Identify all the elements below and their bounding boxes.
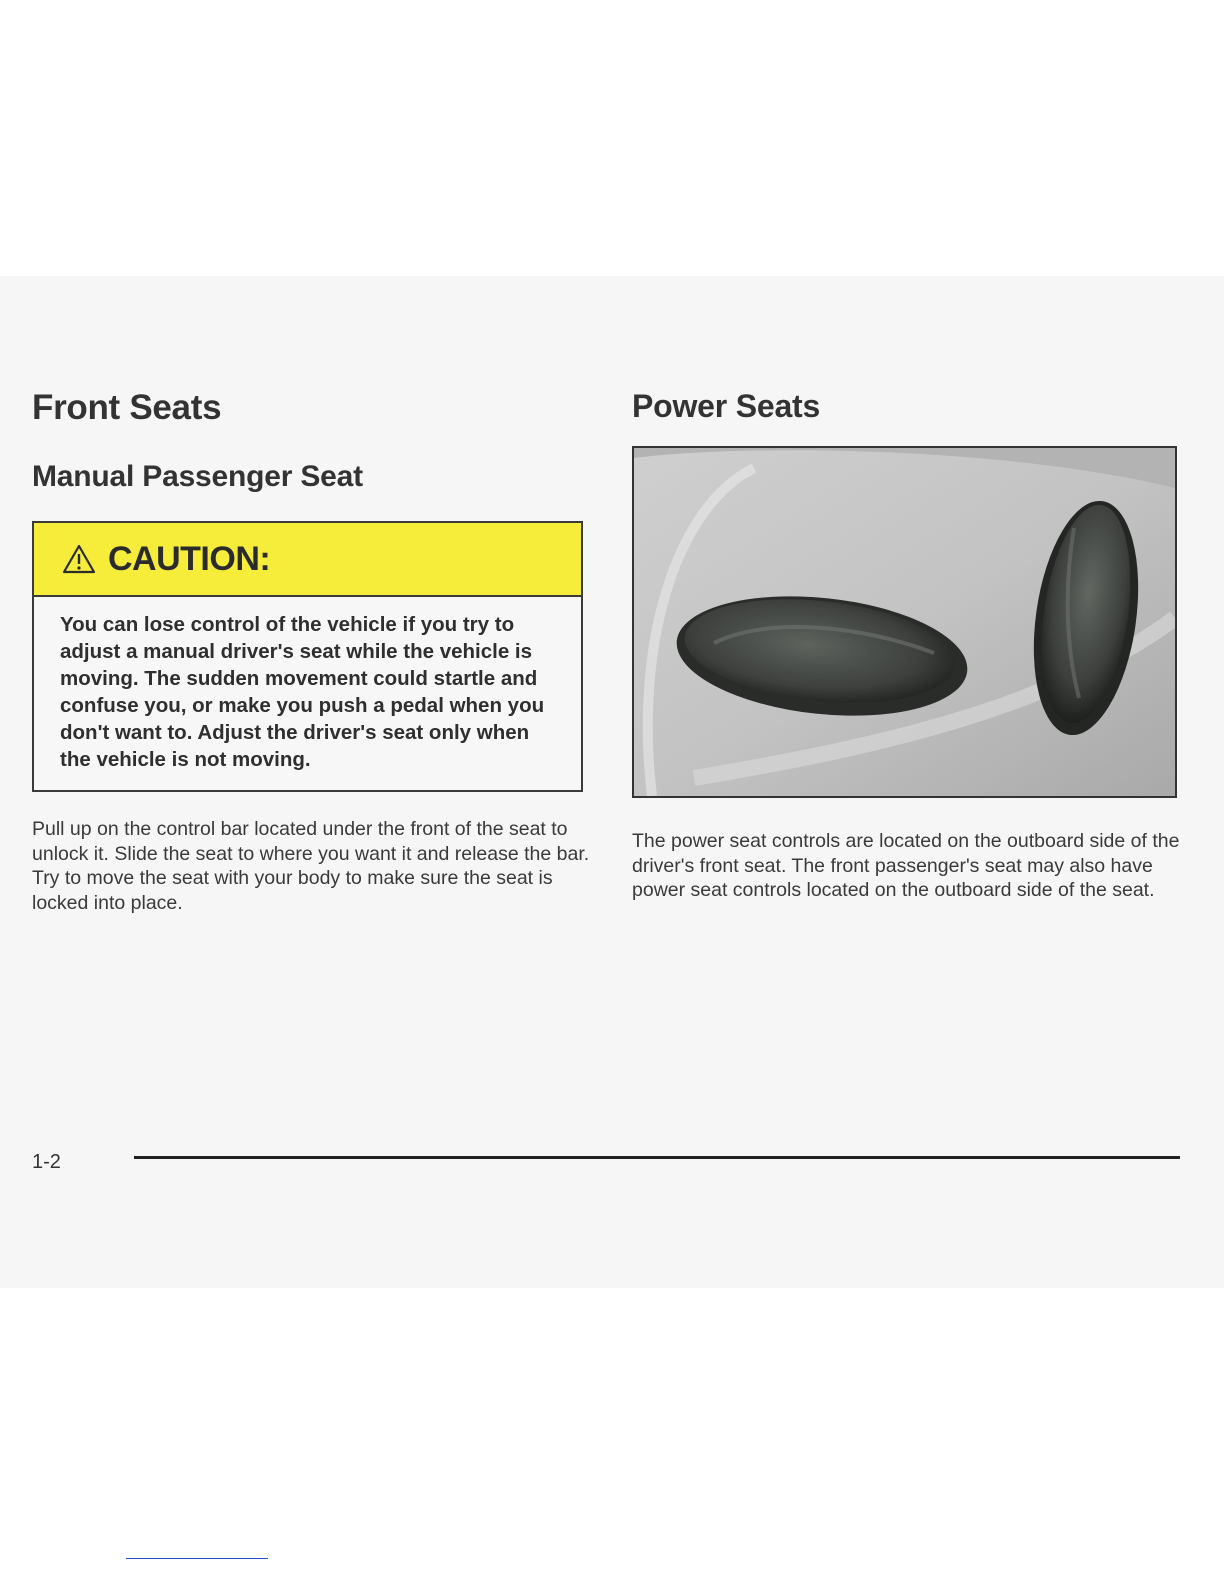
caution-box [32, 521, 583, 792]
page-number: 1-2 [32, 1151, 61, 1173]
caution-title: CAUTION: [108, 539, 271, 578]
power-seat-description: The power seat controls are located on the outboard side of the driver's front seat. The front passenger's seat may also have power seat controls located on the outboard side of the seat. [632, 830, 1180, 901]
caution-text: You can lose control of the vehicle if you try to adjust a manual driver's seat while the vehicle is moving. The sudden movement could startle and confuse you, or make you push a pedal when you don't want to. Adjust the driver's seat only when the vehicle is not moving. [60, 613, 545, 771]
manual-seat-instructions: Pull up on the control bar located under the front of the seat to unlock it. Slide the seat to where you want it and release the bar. Try to move the seat with your body to make sure the seat is locked into place. [32, 818, 590, 914]
power-seat-controls-photo [632, 446, 1177, 798]
bottom-underline [126, 1558, 268, 1559]
caution-header [34, 523, 581, 597]
subsection-title-manual-passenger-seat: Manual Passenger Seat [32, 460, 363, 493]
footer-divider [134, 1156, 1180, 1159]
section-title-power-seats: Power Seats [632, 388, 821, 424]
warning-triangle-icon [62, 544, 96, 574]
section-title-front-seats: Front Seats [32, 388, 222, 427]
